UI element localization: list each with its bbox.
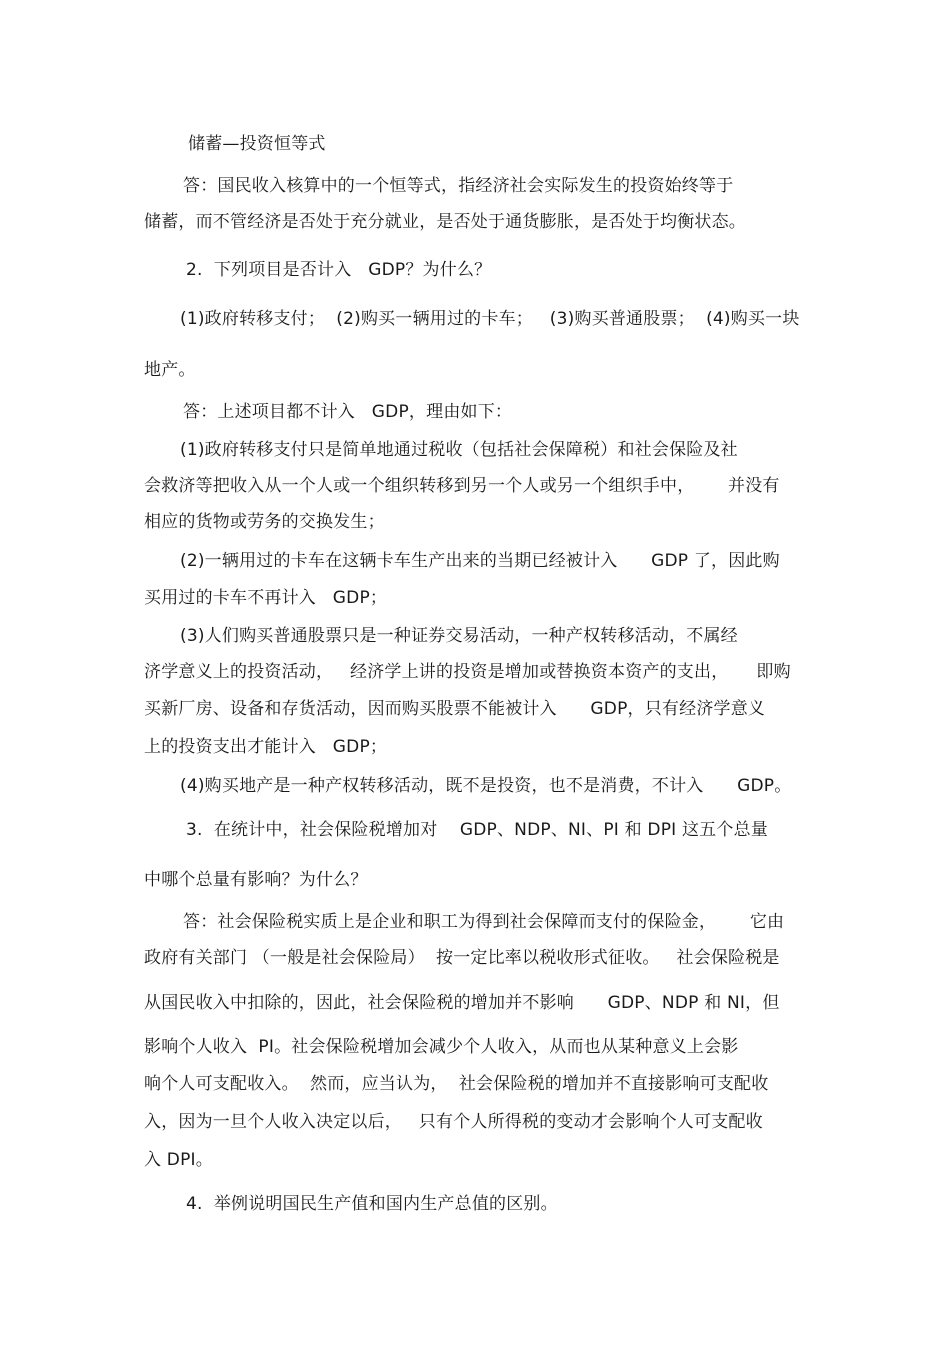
paragraph-line: 中哪个总量有影响？为什么？ [144,870,368,890]
paragraph-line: 影响个人收入 PI。社会保险税增加会减少个人收入，从而也从某种意义上会影 [144,1037,739,1057]
paragraph-line: 相应的货物或劳务的交换发生； [144,512,385,532]
paragraph-line: 入，因为一旦个人收入决定以后， 只有个人所得税的变动才会影响个人可支配收 [144,1112,763,1132]
question-heading: 4. 举例说明国民生产值和国内生产总值的区别。 [186,1194,558,1214]
paragraph-line: 上的投资支出才能计入 GDP； [144,737,388,757]
paragraph-line: 入 DPI。 [144,1150,213,1170]
paragraph-line: 会救济等把收入从一个人或一个组织转移到另一个人或另一个组织手中， 并没有 [144,476,780,496]
answer-line: 答：上述项目都不计入 GDP，理由如下： [183,402,513,422]
paragraph-line: (1)政府转移支付只是简单地通过税收（包括社会保障税）和社会保险及社 [180,440,738,460]
paragraph-line: 买新厂房、设备和存货活动，因而购买股票不能被计入 GDP，只有经济学意义 [144,699,766,719]
paragraph-line: 储蓄，而不管经济是否处于充分就业，是否处于通货膨胀，是否处于均衡状态。 [144,212,746,232]
paragraph-line: 响个人可支配收入。 然而，应当认为， 社会保险税的增加并不直接影响可支配收 [144,1074,769,1094]
paragraph-line: (2)一辆用过的卡车在这辆卡车生产出来的当期已经被计入 GDP 了，因此购 [180,551,780,571]
answer-line: 答：社会保险税实质上是企业和职工为得到社会保障而支付的保险金， 它由 [183,912,785,932]
paragraph-line: 答：国民收入核算中的一个恒等式，指经济社会实际发生的投资始终等于 [183,176,734,196]
paragraph-line: 从国民收入中扣除的，因此，社会保险税的增加并不影响 GDP、NDP 和 NI，但 [144,993,780,1013]
section-heading: 储蓄—投资恒等式 [188,134,326,154]
paragraph-line: 政府有关部门 （一般是社会保险局） 按一定比率以税收形式征收。 社会保险税是 [144,948,780,968]
paragraph-line: 济学意义上的投资活动， 经济学上讲的投资是增加或替换资本资产的支出， 即购 [144,662,791,682]
paragraph-line: (4)购买地产是一种产权转移活动，既不是投资，也不是消费，不计入 GDP。 [180,776,792,796]
paragraph-line: (3)人们购买普通股票只是一种证券交易活动，一种产权转移活动，不属经 [180,626,738,646]
paragraph-line: 地产。 [144,360,196,380]
question-heading: 3. 在统计中，社会保险税增加对 GDP、NDP、NI、PI 和 DPI 这五个总量 [186,820,768,840]
question-heading: 2. 下列项目是否计入 GDP？为什么？ [186,260,492,280]
paragraph-line: 买用过的卡车不再计入 GDP； [144,588,388,608]
paragraph-line: (1)政府转移支付； (2)购买一辆用过的卡车； (3)购买普通股票； (4)购买一块 [180,309,800,329]
